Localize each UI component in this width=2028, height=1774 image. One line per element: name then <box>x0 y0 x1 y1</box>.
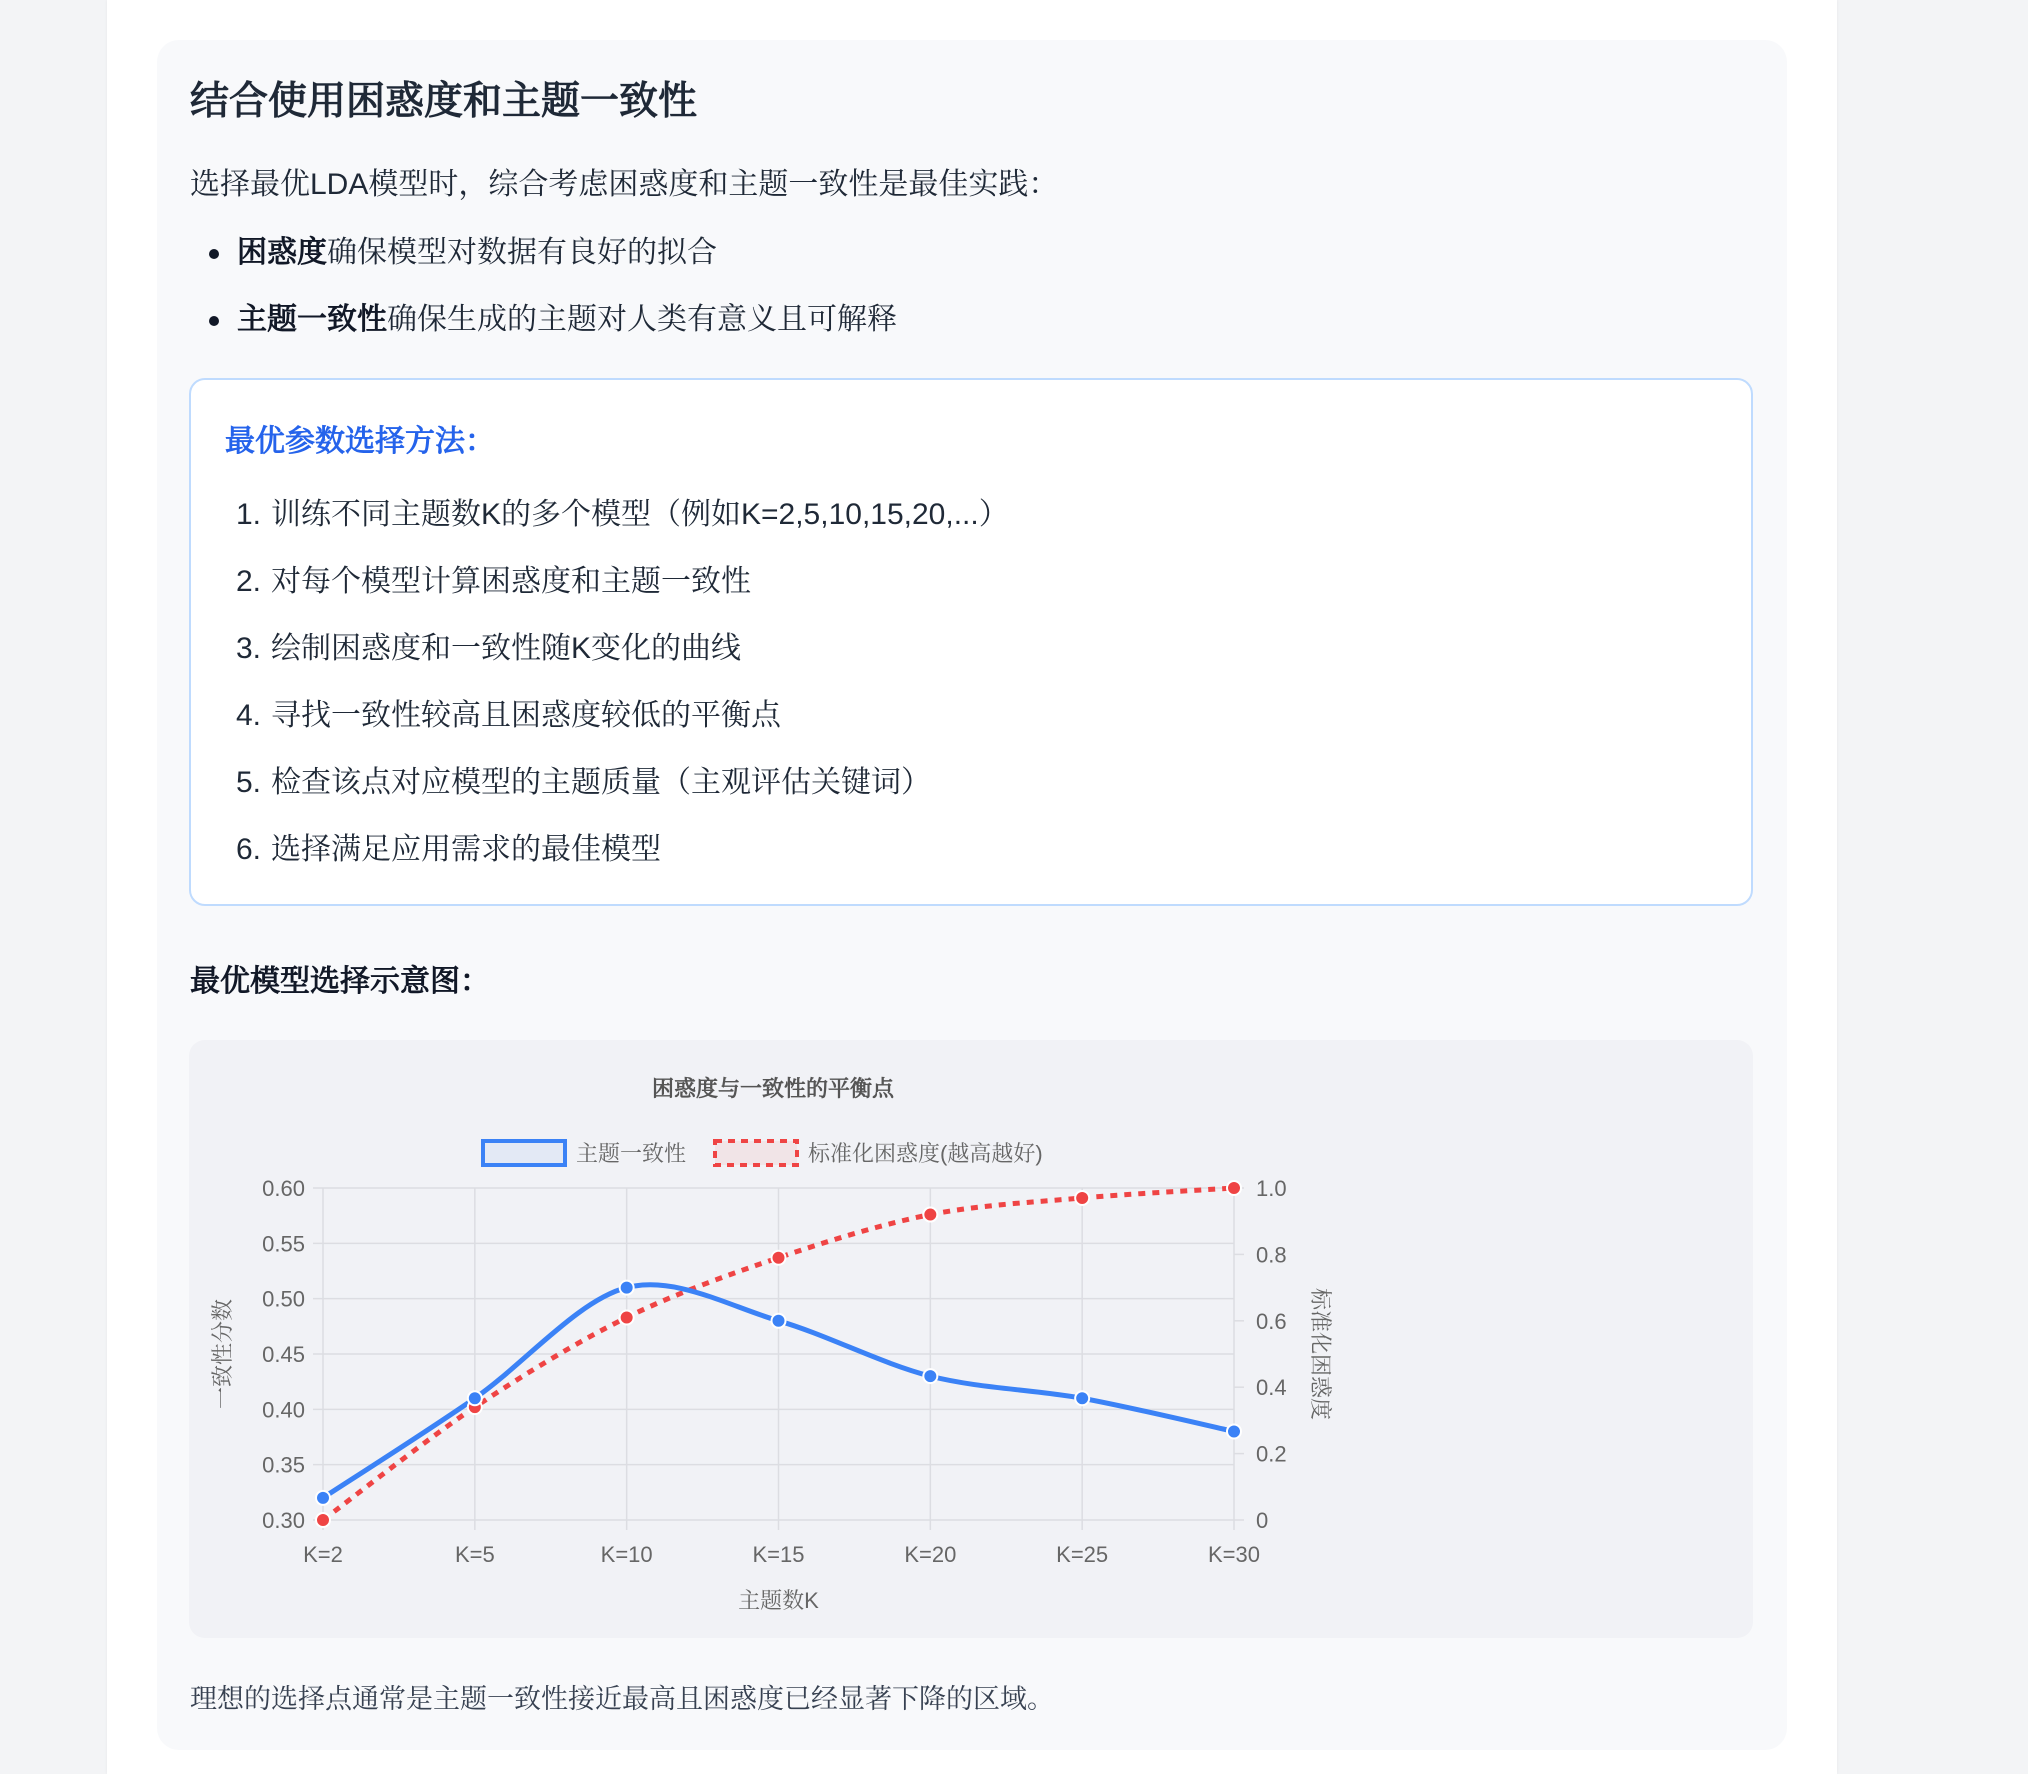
balance-chart <box>189 1040 1753 1638</box>
x-tick-label: K=2 <box>303 1542 343 1567</box>
step-item <box>225 557 1009 624</box>
y2-tick-label: 0.2 <box>1256 1441 1287 1467</box>
coherence-point <box>1075 1391 1089 1405</box>
x-tick-label: K=25 <box>1056 1542 1109 1567</box>
y-tick-label: 0.40 <box>262 1397 305 1423</box>
section-title: 结合使用困惑度和主题一致性 <box>190 80 698 123</box>
step-text: 检查该点对应模型的主题质量（主观评估关键词） <box>271 766 931 799</box>
y-axis-title: 一致性分数 <box>210 1298 235 1410</box>
legend-label-perplexity: 标准化困惑度(越高越好) <box>808 1141 1043 1166</box>
perplexity-point <box>1075 1191 1089 1205</box>
coherence-point <box>923 1369 937 1383</box>
x-tick-label: K=10 <box>600 1542 653 1567</box>
y-tick-label: 0.45 <box>262 1342 305 1367</box>
step-item <box>225 758 1009 825</box>
y2-tick-label: 0 <box>1256 1508 1269 1533</box>
y-tick-label: 0.55 <box>262 1231 305 1257</box>
x-axis-title: 主题数K <box>738 1588 819 1613</box>
perplexity-point <box>620 1310 634 1324</box>
step-item <box>225 691 1009 758</box>
y2-tick-label: 0.6 <box>1256 1308 1287 1334</box>
y-tick-label: 0.60 <box>262 1176 305 1201</box>
footer-note: 理想的选择点通常是主题一致性接近最高且困惑度已经显著下降的区域。 <box>190 1684 1054 1714</box>
y2-axis-title: 标准化困惑度 <box>1308 1287 1333 1421</box>
step-number: 1. <box>235 498 261 531</box>
step-number: 6. <box>235 833 261 866</box>
coherence-point <box>316 1491 330 1505</box>
bullet-item-coherence <box>190 295 897 362</box>
y2-tick-label: 0.4 <box>1256 1375 1287 1401</box>
y2-tick-label: 0.8 <box>1256 1242 1287 1268</box>
step-item <box>225 490 1009 557</box>
perplexity-point <box>1227 1181 1241 1195</box>
perplexity-point <box>316 1513 330 1527</box>
step-list <box>225 490 1009 892</box>
chart-panel <box>189 1040 1753 1638</box>
method-title: 最优参数选择方法： <box>225 425 495 458</box>
step-text: 绘制困惑度和一致性随K变化的曲线 <box>271 632 742 665</box>
x-tick-label: K=20 <box>904 1542 957 1567</box>
coherence-point <box>772 1314 786 1328</box>
step-number: 2. <box>235 565 261 598</box>
perplexity-point <box>772 1251 786 1265</box>
step-number: 4. <box>235 699 261 732</box>
chart-title: 困惑度与一致性的平衡点 <box>651 1076 895 1101</box>
x-tick-label: K=5 <box>454 1542 495 1567</box>
legend-swatch-perplexity <box>715 1141 797 1165</box>
step-text: 对每个模型计算困惑度和主题一致性 <box>271 565 751 598</box>
chart-heading: 最优模型选择示意图： <box>190 965 490 998</box>
coherence-point <box>468 1391 482 1405</box>
intro-text: 选择最优LDA模型时，综合考虑困惑度和主题一致性是最佳实践： <box>190 168 1059 201</box>
step-text: 选择满足应用需求的最佳模型 <box>271 833 661 866</box>
bullet-term: 困惑度 <box>237 236 327 269</box>
x-tick-label: K=30 <box>1208 1542 1260 1567</box>
legend-swatch-coherence <box>483 1141 565 1165</box>
step-number: 5. <box>235 766 261 799</box>
x-tick-label: K=15 <box>752 1542 805 1567</box>
bullet-text: 确保模型对数据有良好的拟合 <box>327 236 717 269</box>
step-text: 寻找一致性较高且困惑度较低的平衡点 <box>271 699 781 732</box>
perplexity-point <box>923 1208 937 1222</box>
method-box <box>189 378 1753 906</box>
bullet-item-perplexity <box>190 228 897 295</box>
bullet-list <box>190 228 897 362</box>
y-tick-label: 0.50 <box>262 1286 305 1312</box>
bullet-text: 确保生成的主题对人类有意义且可解释 <box>387 303 897 336</box>
step-item <box>225 825 1009 892</box>
step-text: 训练不同主题数K的多个模型（例如K=2,5,10,15,20,...） <box>271 498 1009 531</box>
step-item <box>225 624 1009 691</box>
coherence-point <box>1227 1424 1241 1438</box>
y-tick-label: 0.35 <box>262 1452 305 1478</box>
bullet-term: 主题一致性 <box>237 303 387 336</box>
step-number: 3. <box>235 632 261 665</box>
legend-label-coherence: 主题一致性 <box>576 1141 687 1166</box>
y2-tick-label: 1.0 <box>1256 1176 1287 1201</box>
coherence-point <box>620 1281 634 1295</box>
y-tick-label: 0.30 <box>262 1508 305 1533</box>
